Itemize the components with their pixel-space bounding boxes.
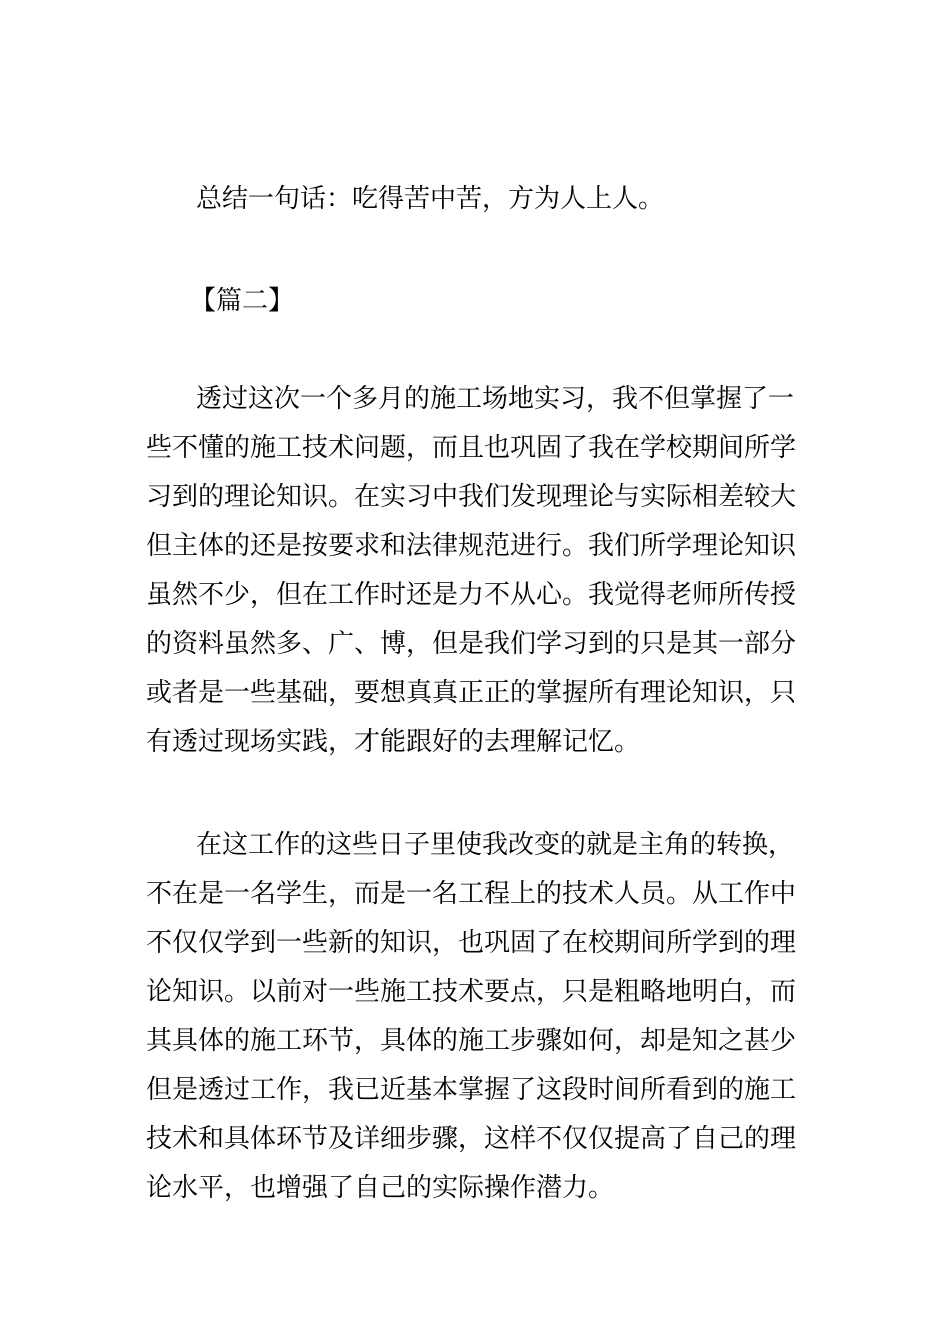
- paragraph-line: 的资料虽然多、广、博，但是我们学习到的只是其一部分: [146, 629, 797, 659]
- paragraph-line: 有透过现场实践，才能跟好的去理解记忆。: [146, 727, 641, 757]
- paragraph-line: 些不懂的施工技术问题，而且也巩固了我在学校期间所学: [146, 433, 797, 463]
- paragraph-line: 不在是一名学生，而是一名工程上的技术人员。从工作中: [146, 879, 797, 909]
- paragraph-line: 在这工作的这些日子里使我改变的就是主角的转换，: [196, 830, 795, 860]
- section-heading: 【篇二】: [190, 286, 295, 316]
- summary-line: 总结一句话：吃得苦中苦，方为人上人。: [196, 184, 665, 214]
- paragraph-line: 不仅仅学到一些新的知识，也巩固了在校期间所学到的理: [146, 928, 797, 958]
- paragraph-line: 技术和具体环节及详细步骤，这样不仅仅提高了自己的理: [146, 1124, 797, 1154]
- paragraph-line: 论水平，也增强了自己的实际操作潜力。: [146, 1173, 615, 1203]
- paragraph-line: 虽然不少，但在工作时还是力不从心。我觉得老师所传授: [146, 580, 797, 610]
- paragraph-line: 但是透过工作，我已近基本掌握了这段时间所看到的施工: [146, 1075, 797, 1105]
- paragraph-line: 但主体的还是按要求和法律规范进行。我们所学理论知识: [146, 531, 797, 561]
- paragraph-line: 其具体的施工环节，具体的施工步骤如何，却是知之甚少: [146, 1026, 797, 1056]
- paragraph-line: 或者是一些基础，要想真真正正的掌握所有理论知识，只: [146, 678, 797, 708]
- paragraph-line: 论知识。以前对一些施工技术要点，只是粗略地明白，而: [146, 977, 797, 1007]
- paragraph-line: 习到的理论知识。在实习中我们发现理论与实际相差较大: [146, 482, 797, 512]
- paragraph-line: 透过这次一个多月的施工场地实习，我不但掌握了一: [196, 384, 795, 414]
